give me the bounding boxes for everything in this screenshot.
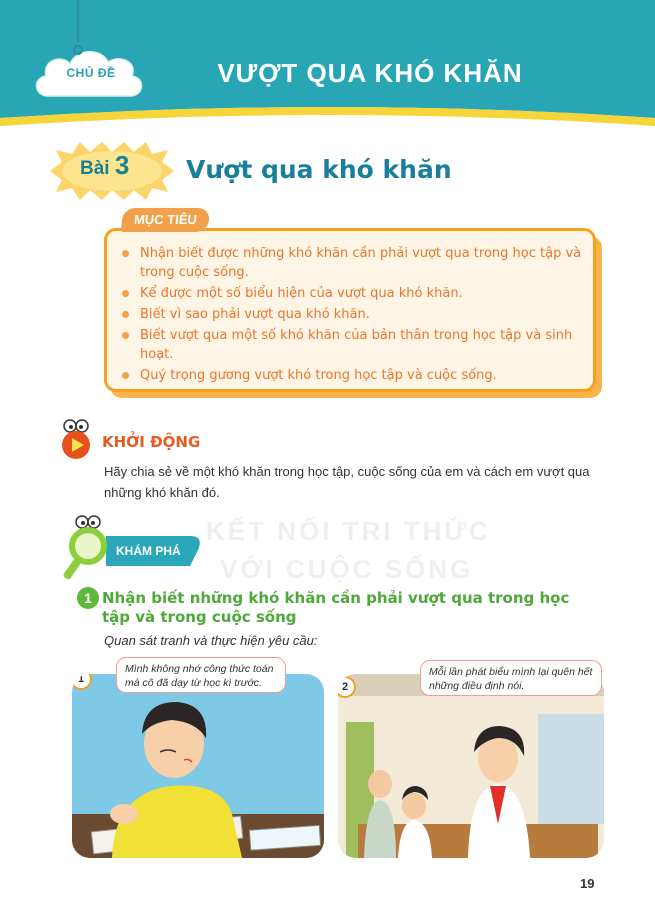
speech-bubble-1: Mình không nhớ công thức toán mà cô đã dạy từ học kì trước.: [116, 657, 286, 693]
topic-title: VƯỢT QUA KHÓ KHĂN: [217, 58, 523, 88]
lesson-badge: [80, 150, 129, 181]
hanging-string: [77, 0, 79, 42]
topic-label: CHỦ ĐỀ: [66, 66, 116, 80]
lesson-title: Vượt qua khó khăn: [186, 155, 452, 184]
objective-item: Biết vượt qua một số khó khăn của bản thân trong học tập và sinh hoạt.: [118, 326, 588, 364]
lesson-badge-word: Bài: [80, 158, 110, 179]
lesson-badge-number: 3: [114, 150, 130, 180]
play-mascot-icon: [58, 418, 96, 460]
girl-speaking-illustration: [338, 674, 604, 858]
instruction-text: Quan sát tranh và thực hiện yêu cầu:: [104, 633, 318, 648]
objective-item: Biết vì sao phải vượt qua khó khăn.: [118, 305, 588, 324]
watermark: [206, 512, 491, 588]
boy-studying-illustration: [72, 674, 324, 858]
picture-number-1: 1: [72, 674, 92, 690]
section-number-badge: 1: [77, 587, 99, 609]
magnifier-mascot-icon: [62, 514, 116, 582]
warmup-heading: KHỞI ĐỘNG: [102, 433, 201, 451]
speech-bubble-2: Mỗi lần phát biểu mình lại quên hết những điều định nói.: [420, 660, 602, 696]
watermark-line: KẾT NỐI TRI THỨC: [206, 516, 491, 546]
objective-item: Nhận biết được những khó khăn cần phải vượt qua trong học tập và trong cuộc sống.: [118, 244, 588, 282]
objectives-list: [118, 244, 588, 387]
picture-number-2: 2: [338, 676, 356, 698]
objective-item: Kể được một số biểu hiện của vượt qua khó khăn.: [118, 284, 588, 303]
objective-item: Quý trọng gương vượt khó trong học tập và cuộc sống.: [118, 366, 588, 385]
illustration-1: [72, 674, 324, 858]
warmup-text: Hãy chia sẻ về một khó khăn trong học tập, cuộc sống của em và cách em vượt qua những khó khăn đó.: [104, 464, 590, 500]
watermark-line: VỚI CUỘC SỐNG: [220, 554, 474, 584]
explore-heading: KHÁM PHÁ: [116, 544, 181, 558]
illustration-2: [338, 674, 604, 858]
objectives-heading: MỤC TIÊU: [121, 208, 210, 232]
section-title: Nhận biết những khó khăn cần phải vượt qua trong học tập và trong cuộc sống: [102, 589, 570, 626]
page-number: 19: [580, 876, 595, 891]
